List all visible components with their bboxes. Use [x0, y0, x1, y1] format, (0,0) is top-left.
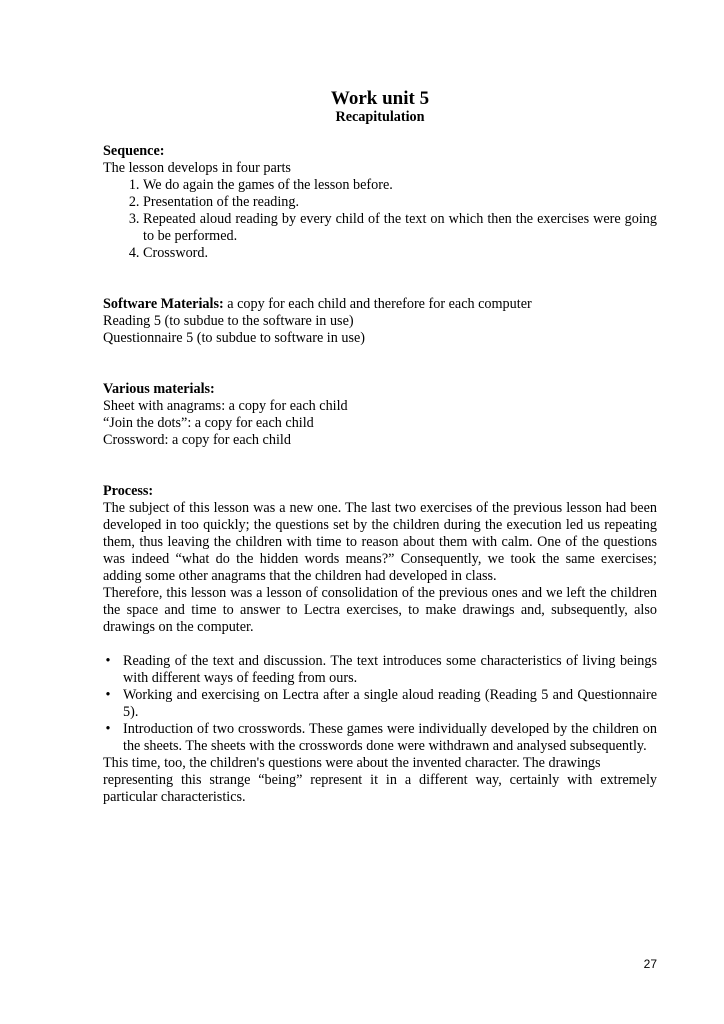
page-subtitle: Recapitulation: [335, 109, 425, 125]
sequence-label: Sequence:: [103, 143, 165, 159]
software-materials-label: Software Materials:: [103, 296, 224, 312]
page-number: 27: [643, 957, 657, 971]
various-material-item: Crossword: a copy for each child: [103, 432, 291, 448]
process-label: Process:: [103, 483, 154, 499]
process-section: [103, 483, 657, 806]
sequence-list: [103, 177, 657, 262]
process-paragraph: Therefore, this lesson was a lesson of consolidation of the previous ones and we left the children the space and time to answer to Lectra exercises, to make drawings and, subsequently, also drawings on the computer.: [103, 585, 657, 635]
process-closing-paragraph: representing this strange “being” represent it in a different way, certainly with extremely particular characteristics.: [103, 772, 657, 805]
various-material-item: Sheet with anagrams: a copy for each child: [103, 398, 348, 414]
bullet-icon: •: [105, 721, 111, 737]
process-closing-line: This time, too, the children's questions were about the invented character. The drawings: [103, 755, 601, 771]
various-materials-section: [103, 381, 657, 449]
software-materials-text: a copy for each child and therefore for each computer: [223, 296, 532, 312]
process-bullet-item: • Reading of the text and discussion. The text introduces some characteristics of living beings with different ways of feeding from ours.: [123, 653, 657, 687]
software-materials-line: [103, 296, 657, 313]
sequence-intro: The lesson develops in four parts: [103, 160, 291, 176]
sequence-section: [103, 143, 657, 262]
sequence-item: 3. Repeated aloud reading by every child of the text on which then the exercises were going to be performed.: [143, 211, 657, 245]
software-material-item: Questionnaire 5 (to subdue to software in use): [103, 330, 366, 346]
bullet-icon: •: [105, 653, 111, 669]
process-bullet-item: • Introduction of two crosswords. These games were individually developed by the children on the sheets. The sheets with the crosswords done were withdrawn and analysed subsequently.: [123, 721, 657, 755]
sequence-item: 2. Presentation of the reading.: [143, 194, 657, 211]
process-bullet-list: [103, 653, 657, 755]
page-title: Work unit 5: [330, 88, 430, 109]
process-paragraph: The subject of this lesson was a new one. The last two exercises of the previous lesson had been developed in too quickly; the questions set by the children during the execution led us repeating them, thus leaving the children with time to reason about them with calm. One of the questions was indeed “what do the hidden words means?” Consequently, we took the same exercises; adding some other anagrams that the children had developed in class.: [103, 500, 657, 584]
sequence-item: 4. Crossword.: [143, 245, 657, 262]
process-bullet-item: • Working and exercising on Lectra after a single aloud reading (Reading 5 and Questionnaire 5).: [123, 687, 657, 721]
sequence-item: 1. We do again the games of the lesson before.: [143, 177, 657, 194]
page-content: [103, 88, 657, 806]
various-materials-label: Various materials:: [103, 381, 215, 397]
various-material-item: “Join the dots”: a copy for each child: [103, 415, 314, 431]
bullet-icon: •: [105, 687, 111, 703]
software-material-item: Reading 5 (to subdue to the software in use): [103, 313, 354, 329]
software-materials-section: [103, 296, 657, 347]
